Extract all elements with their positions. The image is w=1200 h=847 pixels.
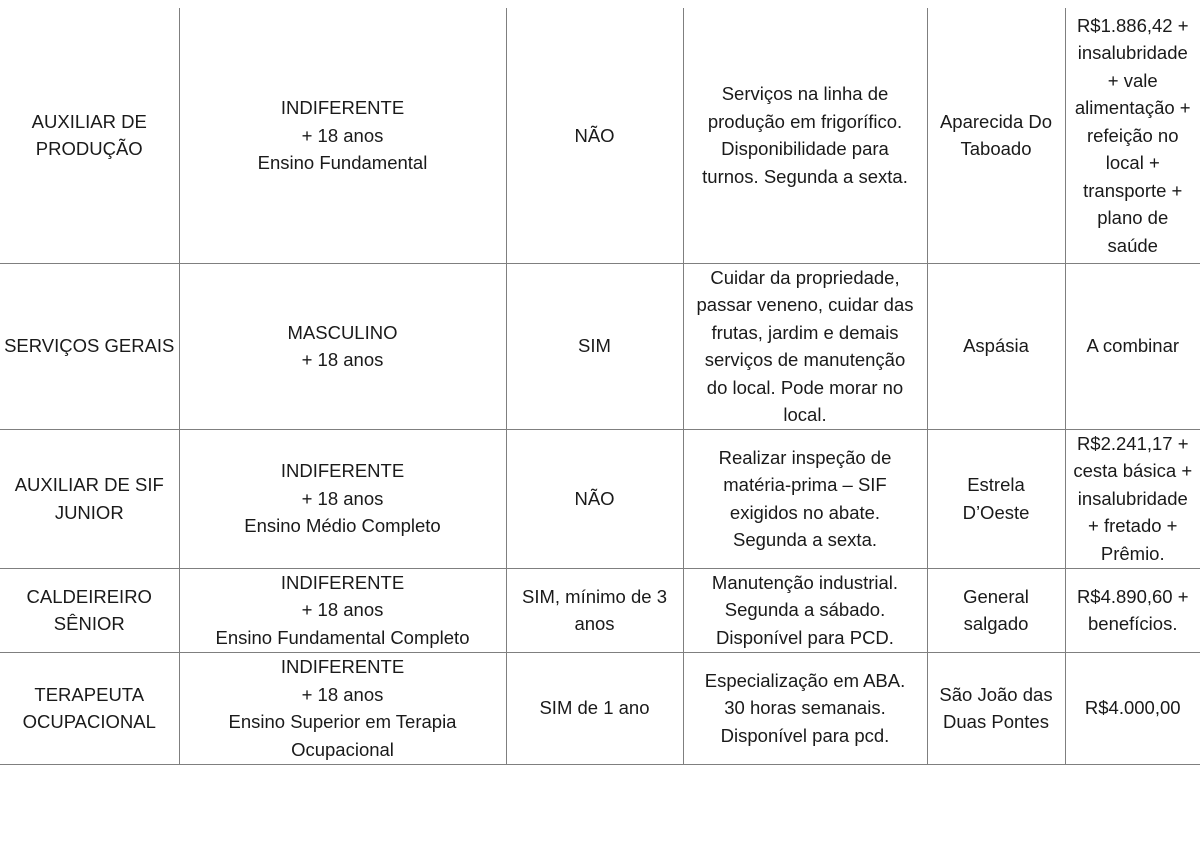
table-row [0,652,1200,764]
cell-cidade [927,263,1065,429]
cell-descricao-line: Disponível para pcd. [720,724,890,746]
cell-descricao-line: Segunda a sexta. [733,529,877,550]
job-listings-table [0,8,1200,765]
cell-requisitos-line: INDIFERENTE [280,571,405,593]
cell-salario-line: benefícios. [1088,613,1178,634]
cell-requisitos [179,263,506,429]
cell-descricao-line: Realizar inspeção de [718,446,892,468]
cell-cidade-line: Aspásia [963,335,1029,357]
cell-cidade [927,8,1065,263]
table-body [0,8,1200,764]
cell-cargo-line: OCUPACIONAL [22,711,156,732]
cell-descricao-line: exigidos no abate. [729,501,881,523]
cell-requisitos [179,652,506,764]
cell-salario-line: Prêmio. [1100,542,1165,564]
cell-salario-line: + vale [1107,69,1158,91]
cell-experiencia-line: NÃO [574,124,615,146]
cell-requisitos-line: + 18 anos [301,124,384,146]
cell-salario-line: alimentação + [1074,97,1191,118]
cell-requisitos-line: Ensino Fundamental [257,152,428,173]
cell-experiencia-line: SIM de 1 ano [539,697,650,719]
cell-cargo [0,263,179,429]
cell-descricao [683,429,927,568]
cell-salario-line: saúde [1107,234,1158,256]
cell-salario [1065,429,1200,568]
cell-descricao [683,568,927,652]
cell-descricao-line: Segunda a sábado. [724,599,886,621]
cell-salario-line: + fretado + [1088,515,1178,537]
cell-salario-line: local + [1105,152,1160,173]
cell-cargo-line: AUXILIAR DE SIF [14,474,164,495]
table-row [0,568,1200,652]
cell-salario [1065,652,1200,764]
cell-requisitos-line: INDIFERENTE [280,460,405,482]
cell-descricao-line: Disponibilidade para [721,138,889,160]
cell-salario-line: refeição no [1086,124,1179,146]
cell-requisitos-line: Ensino Superior em Terapia [228,711,457,732]
cell-requisitos-line: + 18 anos [301,487,384,509]
cell-experiencia [506,652,683,764]
cell-experiencia [506,568,683,652]
cell-descricao [683,652,927,764]
cell-salario-line: R$4.000,00 [1084,697,1181,719]
table-row [0,8,1200,263]
cell-salario-line: plano de [1097,207,1169,228]
cell-experiencia-line: NÃO [574,487,615,509]
cell-cargo-line: JUNIOR [54,501,124,523]
cell-descricao-line: do local. Pode morar no [706,376,904,398]
cell-descricao-line: produção em frigorífico. [707,110,903,132]
cell-salario-line: insalubridade [1077,487,1188,509]
cell-descricao [683,263,927,429]
cell-cidade-line: D’Oeste [962,501,1030,523]
cell-cidade-line: salgado [963,613,1029,634]
cell-descricao-line: 30 horas semanais. [724,697,886,719]
cell-requisitos-line: + 18 anos [301,683,384,705]
cell-salario-line: cesta básica + [1073,460,1193,482]
cell-requisitos [179,429,506,568]
cell-cargo [0,8,179,263]
cell-experiencia [506,8,683,263]
cell-descricao-line: Disponível para PCD. [716,626,894,648]
table-row [0,429,1200,568]
cell-cargo [0,568,179,652]
cell-descricao-line: Manutenção industrial. [711,571,899,593]
cell-requisitos-line: Ensino Fundamental Completo [215,626,470,648]
cell-cidade [927,568,1065,652]
cell-salario-line: insalubridade [1077,42,1188,63]
cell-cidade-line: Taboado [960,138,1032,160]
cell-descricao-line: Serviços na linha de [721,83,889,105]
cell-cargo-line: TERAPEUTA [34,683,145,705]
cell-cargo-line: AUXILIAR DE [31,110,147,132]
cell-salario [1065,568,1200,652]
cell-cargo-line: CALDEIREIRO [26,585,152,607]
cell-requisitos-line: + 18 anos [301,599,384,621]
cell-descricao-line: Cuidar da propriedade, [710,266,900,288]
cell-requisitos-line: INDIFERENTE [280,656,405,677]
cell-salario [1065,263,1200,429]
cell-cargo-line: SERVIÇOS GERAIS [4,335,175,357]
cell-cidade-line: Aparecida Do [939,110,1053,132]
cell-cargo [0,652,179,764]
cell-experiencia-line: SIM [578,335,611,357]
cell-experiencia [506,263,683,429]
cell-cidade [927,652,1065,764]
cell-salario-line: R$2.241,17 + [1076,432,1189,454]
cell-cidade-line: Estrela [967,474,1025,495]
cell-requisitos-line: Ensino Médio Completo [244,515,441,537]
cell-descricao-line: frutas, jardim e demais [711,321,899,343]
cell-descricao-line: serviços de manutenção [704,349,906,370]
cell-experiencia-line: SIM, mínimo de 3 [522,585,667,607]
cell-experiencia [506,429,683,568]
cell-salario-line: transporte + [1083,179,1183,201]
cell-cidade [927,429,1065,568]
table-row [0,263,1200,429]
cell-descricao-line: Especialização em ABA. [704,669,906,691]
cell-cidade-line: General [963,585,1029,607]
cell-salario-line: R$1.886,42 + [1076,14,1189,36]
cell-cargo-line: SÊNIOR [53,613,125,634]
cell-salario-line: R$4.890,60 + [1076,585,1189,607]
cell-experiencia-line: anos [574,613,615,634]
cell-cargo-line: PRODUÇÃO [35,138,143,160]
cell-cargo [0,429,179,568]
cell-requisitos-line: Ocupacional [291,738,394,760]
cell-requisitos-line: + 18 anos [301,349,384,370]
cell-requisitos [179,8,506,263]
cell-requisitos [179,568,506,652]
cell-descricao-line: local. [783,404,827,425]
cell-descricao-line: turnos. Segunda a sexta. [702,165,908,187]
cell-cidade-line: Duas Pontes [943,711,1049,732]
cell-salario [1065,8,1200,263]
cell-descricao [683,8,927,263]
cell-descricao-line: passar veneno, cuidar das [696,294,914,315]
cell-requisitos-line: INDIFERENTE [280,97,405,118]
cell-salario-line: A combinar [1086,335,1180,357]
cell-requisitos-line: MASCULINO [287,321,398,343]
cell-cidade-line: São João das [939,683,1053,705]
cell-descricao-line: matéria-prima – SIF [723,474,887,495]
